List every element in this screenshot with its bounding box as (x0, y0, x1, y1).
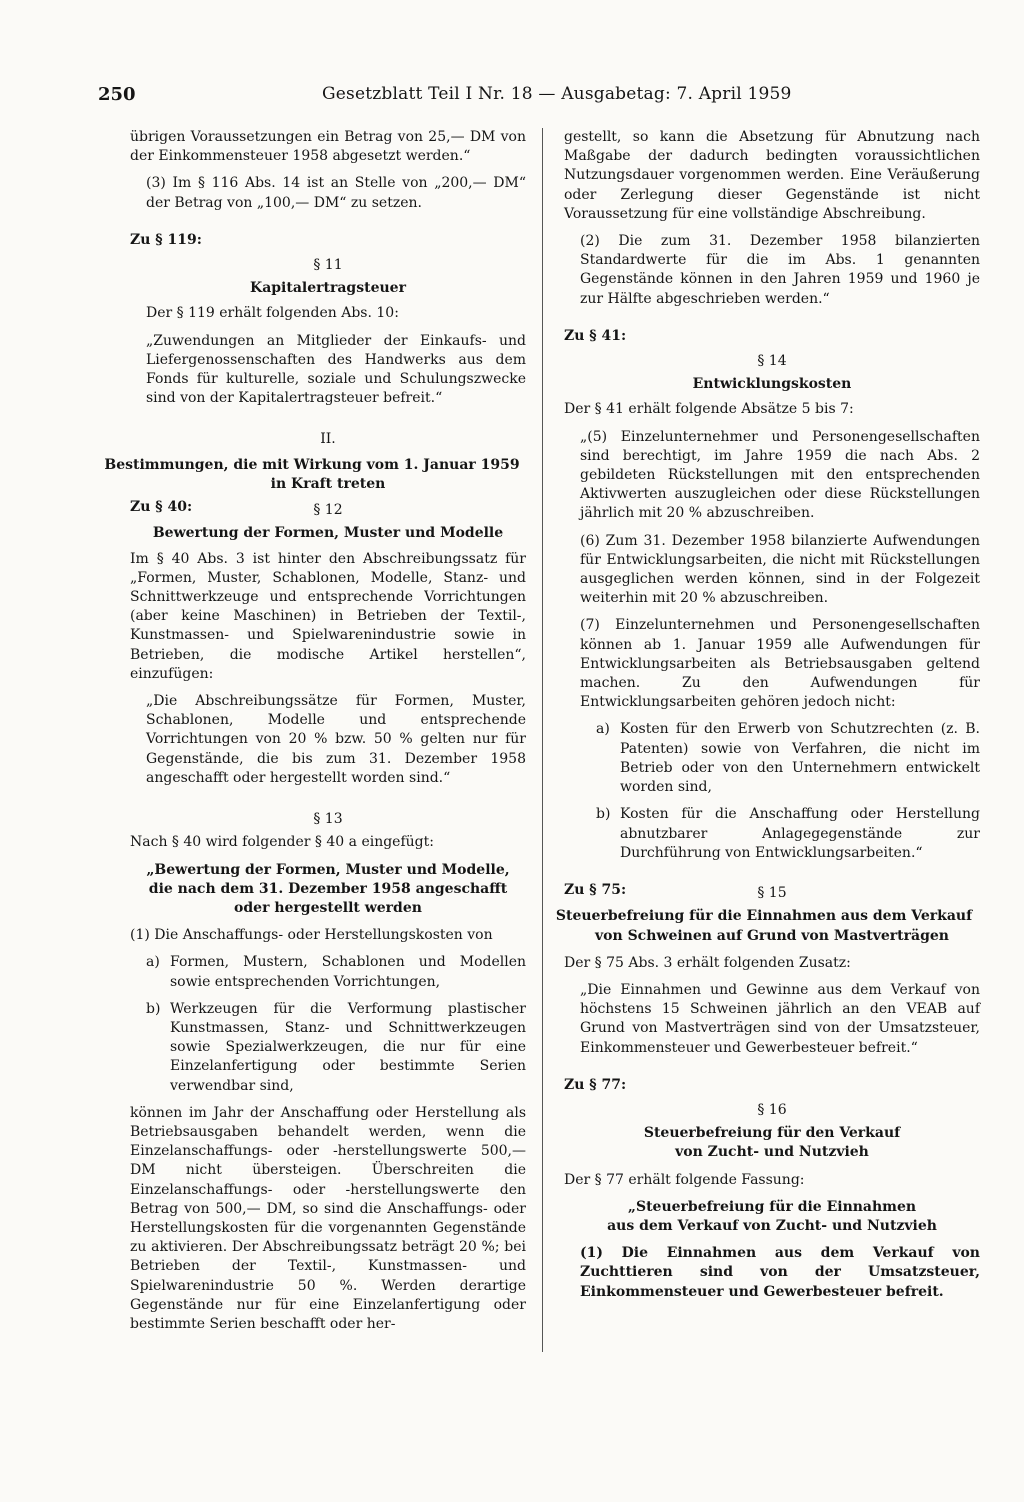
section-reference: Zu § 41: (564, 327, 627, 344)
list-text: Kosten für die Anschaffung oder Herstellung abnutzbarer Anlagegegenstände zur Durchführung von Entwicklungsarbeiten.“ (620, 806, 980, 861)
list-text: Werkzeugen für die Verformung plastischer Kunstmassen, Stanz- und Schnittwerkzeugen sowie Spezialwerkzeugen, die nur für eine Einzelanfertigung oder bestimmte Serien verwendbar sind, (170, 1000, 526, 1094)
section-title-line: von Zucht- und Nutzvieh (675, 1144, 869, 1161)
section-reference: Zu § 40: (130, 499, 193, 516)
list-item (596, 805, 980, 863)
paragraph: Der § 75 Abs. 3 erhält folgenden Zusatz: (564, 954, 851, 971)
page-header (98, 84, 878, 110)
page-number: 250 (98, 84, 136, 105)
paragraph: Der § 77 erhält folgende Fassung: (564, 1171, 805, 1188)
quoted-text: (7) Einzelunternehmen und Personengesellschaften können ab 1. Januar 1959 alle Aufwendungen für Entwicklungsarbeiten als Betriebsausgaben geltend machen. Zu den Aufwendungen für Entwicklungsarbeiten gehören jedoch nicht: (580, 617, 980, 711)
section-number: § 16 (757, 1101, 787, 1118)
section-number: § 13 (313, 811, 343, 828)
quoted-text: (1) Die Einnahmen aus dem Verkauf von Zuchttieren sind von der Umsatzsteuer, Einkommensteuer und Gewerbesteuer befreit. (580, 1245, 980, 1300)
paragraph: Der § 41 erhält folgende Absätze 5 bis 7: (564, 401, 854, 418)
paragraph: Im § 40 Abs. 3 ist hinter den Abschreibungssatz für „Formen, Muster, Schablonen, Modelle, Stanz- und Schnittwerkzeuge und entsprechende Vorrichtungen (aber keine Maschinen) in Betrieben der Textil-, Kunstmassen- und Spielwarenindustrie sowie in Betrieben, die modische Artikel herstellen“, einzufügen: (130, 550, 526, 682)
column-divider (542, 128, 543, 1352)
part-title-line: in Kraft treten (270, 475, 386, 492)
section-reference: Zu § 77: (564, 1076, 627, 1093)
section-title-line: Steuerbefreiung für den Verkauf (643, 1125, 901, 1142)
section-title: Entwicklungskosten (692, 376, 852, 393)
list-label: b) (596, 806, 611, 823)
section-title-line: Steuerbefreiung für die Einnahmen aus dem Verkauf (555, 908, 973, 925)
section-title-line: von Schweinen auf Grund von Mastverträgen (595, 927, 949, 944)
list-item (146, 953, 526, 991)
section-number: § 12 (313, 502, 343, 519)
quoted-text: „Die Abschreibungssätze für Formen, Muster, Schablonen, Modelle und entsprechende Vorrichtungen von 20 % bzw. 50 % gelten nur für Gegenstände, die bis zum 31. Dezember 1958 angeschafft oder hergestellt worden sind.“ (146, 693, 526, 786)
section-reference: Zu § 75: (564, 881, 627, 898)
paragraph: Nach § 40 wird folgender § 40 a eingefügt: (130, 834, 434, 851)
list-label: b) (146, 1000, 161, 1017)
paragraph: gestellt, so kann die Absetzung für Abnutzung nach Maßgabe der dadurch bedingten voraussichtlichen Nutzungsdauer vorgenommen werden. Eine Veräußerung oder Zerlegung dieser Gegenstände ist nicht Voraussetzung für eine vollständige Abschreibung. (564, 129, 980, 222)
list-label: a) (146, 954, 160, 971)
quoted-title-line: aus dem Verkauf von Zucht- und Nutzvieh (607, 1217, 937, 1234)
section-number: § 14 (757, 353, 787, 370)
paragraph: Der § 119 erhält folgenden Abs. 10: (146, 305, 399, 322)
paragraph: können im Jahr der Anschaffung oder Herstellung als Betriebsausgaben behandelt werden, wenn die Einzelanschaffungs- oder -herstellungswerte 500,— DM nicht übersteigen. Überschreiten die Einzelanschaffungs- oder -herstellungswerte den Betrag von 500,— DM, so sind die Anschaffungs- oder Herstellungskosten für die vorgenannten Gegenstände zu aktivieren. Der Abschreibungssatz beträgt 20 %; bei Betrieben der Textil-, Kunstmassen- und Spielwarenindustrie 50 %. Werden derartige Gegenstände nur für eine Einzelanfertigung oder bestimmte Serien beschafft oder her- (130, 1104, 526, 1332)
section-number: § 11 (313, 257, 343, 274)
part-number: II. (320, 431, 336, 448)
section-title: Kapitalertragsteuer (250, 280, 406, 297)
quoted-title-line: „Bewertung der Formen, Muster und Modelle, (146, 861, 510, 878)
section-title: Bewertung der Formen, Muster und Modelle (152, 525, 504, 542)
left-column (104, 128, 526, 1334)
quoted-text: (6) Zum 31. Dezember 1958 bilanzierte Aufwendungen für Entwicklungsarbeiten, die nicht mit Rückstellungen ausgeglichen werden können, sind in der Folgezeit weiterhin mit 20 % abzuschreiben. (580, 532, 980, 607)
quoted-text: „Die Einnahmen und Gewinne aus dem Verkauf von höchstens 15 Schweinen jährlich an den VEAB auf Grund von Mastverträgen sind von der Umsatzsteuer, Einkommensteuer und Gewerbesteuer befreit.“ (580, 981, 980, 1056)
quoted-title-line: oder hergestellt werden (234, 899, 422, 916)
quoted-title-line: „Steuerbefreiung für die Einnahmen (627, 1198, 917, 1215)
list-text: Kosten für den Erwerb von Schutzrechten (z. B. Patenten) sowie von Verfahren, die nicht im Betrieb oder von den Unternehmern entwickelt worden sind, (620, 721, 980, 796)
section-number: § 15 (757, 885, 787, 902)
quoted-text: „Zuwendungen an Mitglieder der Einkaufs- und Liefergenossenschaften des Handwerks aus dem Fonds für kulturelle, soziale und Schulungszwecke sind von der Kapitalertragsteuer befreit.“ (146, 332, 526, 407)
part-title-line: Bestimmungen, die mit Wirkung vom 1. Januar 1959 (104, 456, 520, 473)
list-label: a) (596, 721, 610, 738)
list-text: Formen, Mustern, Schablonen und Modellen sowie entsprechenden Vorrichtungen, (170, 954, 526, 990)
paragraph: (3) Im § 116 Abs. 14 ist an Stelle von „200,— DM“ der Betrag von „100,— DM“ zu setzen. (146, 175, 526, 211)
quoted-text: „(5) Einzelunternehmer und Personengesellschaften sind berechtigt, im Jahre 1959 die nach Abs. 2 gebildeten Rückstellungen mit den entsprechenden Aktivwerten auszugleichen oder diese Rückstellungen jährlich mit 20 % abzuschreiben. (580, 428, 980, 522)
right-column (555, 128, 980, 1302)
quoted-title-line: die nach dem 31. Dezember 1958 angeschafft (148, 880, 508, 897)
paragraph: (1) Die Anschaffungs- oder Herstellungskosten von (130, 927, 493, 944)
paragraph: (2) Die zum 31. Dezember 1958 bilanzierten Standardwerte für die im Abs. 1 genannten Gegenstände können in den Jahren 1959 und 1960 je zur Hälfte abgeschrieben werden.“ (580, 233, 980, 307)
section-reference: Zu § 119: (130, 231, 202, 248)
list-item (596, 720, 980, 797)
list-item (146, 1000, 526, 1096)
header-title: Gesetzblatt Teil I Nr. 18 — Ausgabetag: 7. April 1959 (322, 84, 792, 104)
paragraph: übrigen Voraussetzungen ein Betrag von 25,— DM von der Einkommensteuer 1958 abgesetzt werden.“ (130, 129, 526, 165)
